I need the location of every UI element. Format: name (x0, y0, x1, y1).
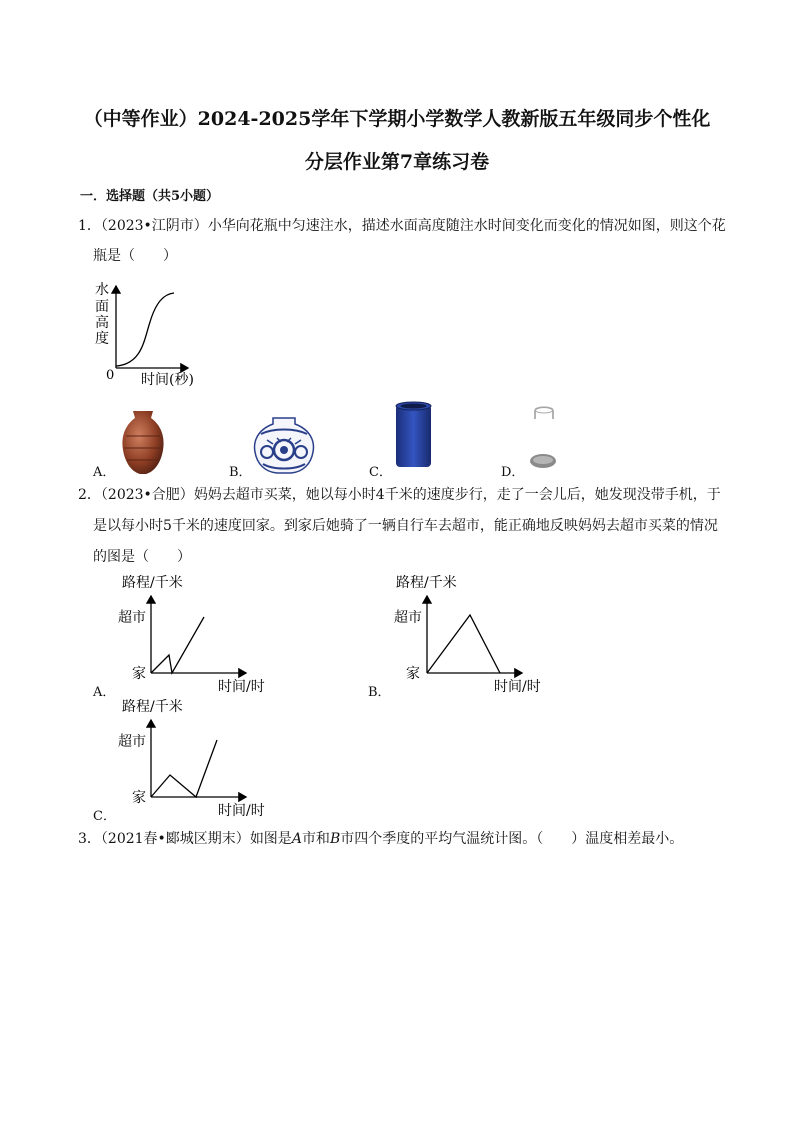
question-3-number: 3． (78, 831, 101, 847)
q2-a-top-label: 超市 (118, 610, 146, 626)
question-2-text: 妈妈去超市买菜，她以每小时4千米的速度步行，走了一会儿后，她发现没带手机，于 (193, 487, 721, 503)
q1-xlabel: 时间(秒) (141, 372, 194, 388)
q2-a-bottom-label: 家 (132, 666, 146, 682)
question-1-text: 小华向花瓶中匀速注水，描述水面高度随注水时间变化而变化的情况如图，则这个花 (207, 218, 726, 234)
q1-option-d-label[interactable]: D． (501, 465, 525, 480)
q1-ylabel-1: 水 (95, 282, 109, 298)
q2-b-xlabel: 时间/时 (494, 679, 541, 695)
question-1-source: （2023•江阴市） (100, 218, 208, 234)
q2-c-bottom-label: 家 (132, 790, 146, 806)
q2-option-c-graph[interactable] (112, 694, 282, 822)
q2-b-ylabel: 路程/千米 (396, 575, 457, 591)
q2-b-top-label: 超市 (394, 610, 422, 626)
question-1-line2: 瓶是（ ） (93, 248, 177, 264)
q2-c-xlabel: 时间/时 (218, 803, 265, 819)
q1-ylabel-2: 面 (95, 299, 109, 315)
q2-option-a-label[interactable]: A． (93, 685, 116, 700)
q1-curve (116, 293, 174, 366)
q1-option-c-cylinder-icon[interactable] (394, 400, 434, 472)
question-3-text-after: 市四个季度的平均气温统计图。（ ）温度相差最小。 (340, 831, 684, 847)
question-3-line1 (78, 829, 683, 849)
question-2-number: 2． (78, 487, 101, 503)
q2-c-top-label: 超市 (118, 734, 146, 750)
question-3-city-b: B (329, 831, 341, 847)
question-1-line1 (78, 216, 726, 236)
q2-a-xlabel: 时间/时 (218, 679, 265, 695)
q2-option-c-label[interactable]: C． (93, 809, 116, 824)
q1-option-c-label[interactable]: C． (369, 465, 392, 480)
q2-c-ylabel: 路程/千米 (122, 699, 183, 715)
q2-option-a-graph[interactable] (112, 570, 282, 698)
question-1-number: 1． (78, 218, 101, 234)
question-3-text-mid: 市和 (301, 831, 330, 847)
q1-option-b-porcelain-jar-icon[interactable] (253, 416, 315, 474)
q1-option-d-glass-flask-icon[interactable] (527, 403, 561, 473)
q1-ylabel-3: 高 (95, 315, 109, 331)
q1-ylabel-4: 度 (95, 331, 109, 347)
question-2-line3: 的图是（ ） (93, 549, 191, 565)
q2-option-b-label[interactable]: B． (368, 685, 391, 700)
q2-option-b-graph[interactable] (388, 570, 558, 698)
question-3-city-a: A (291, 831, 302, 847)
q1-option-a-vase-icon[interactable] (118, 408, 168, 476)
q1-origin: 0 (106, 368, 115, 383)
question-2-line2: 是以每小时5千米的速度回家。到家后她骑了一辆自行车去超市，能正确地反映妈妈去超市买菜的情况 (93, 518, 718, 534)
q2-a-ylabel: 路程/千米 (122, 575, 183, 591)
question-2-source: （2023•合肥） (100, 487, 194, 503)
q2-b-bottom-label: 家 (406, 666, 420, 682)
question-2-line1 (78, 485, 721, 505)
page-title-line1: （中等作业）2024-2025学年下学期小学数学人教新版五年级同步个性化 (83, 108, 711, 130)
question-3-source: （2021春•郾城区期末） (100, 831, 250, 847)
question-1-graph (86, 280, 226, 390)
question-3-text-before: 如图是 (249, 831, 292, 847)
section-heading: 一．选择题（共5小题） (80, 189, 220, 204)
q1-option-a-label[interactable]: A． (93, 465, 116, 480)
page-title-line2: 分层作业第7章练习卷 (304, 151, 490, 173)
q1-option-b-label[interactable]: B． (229, 465, 252, 480)
